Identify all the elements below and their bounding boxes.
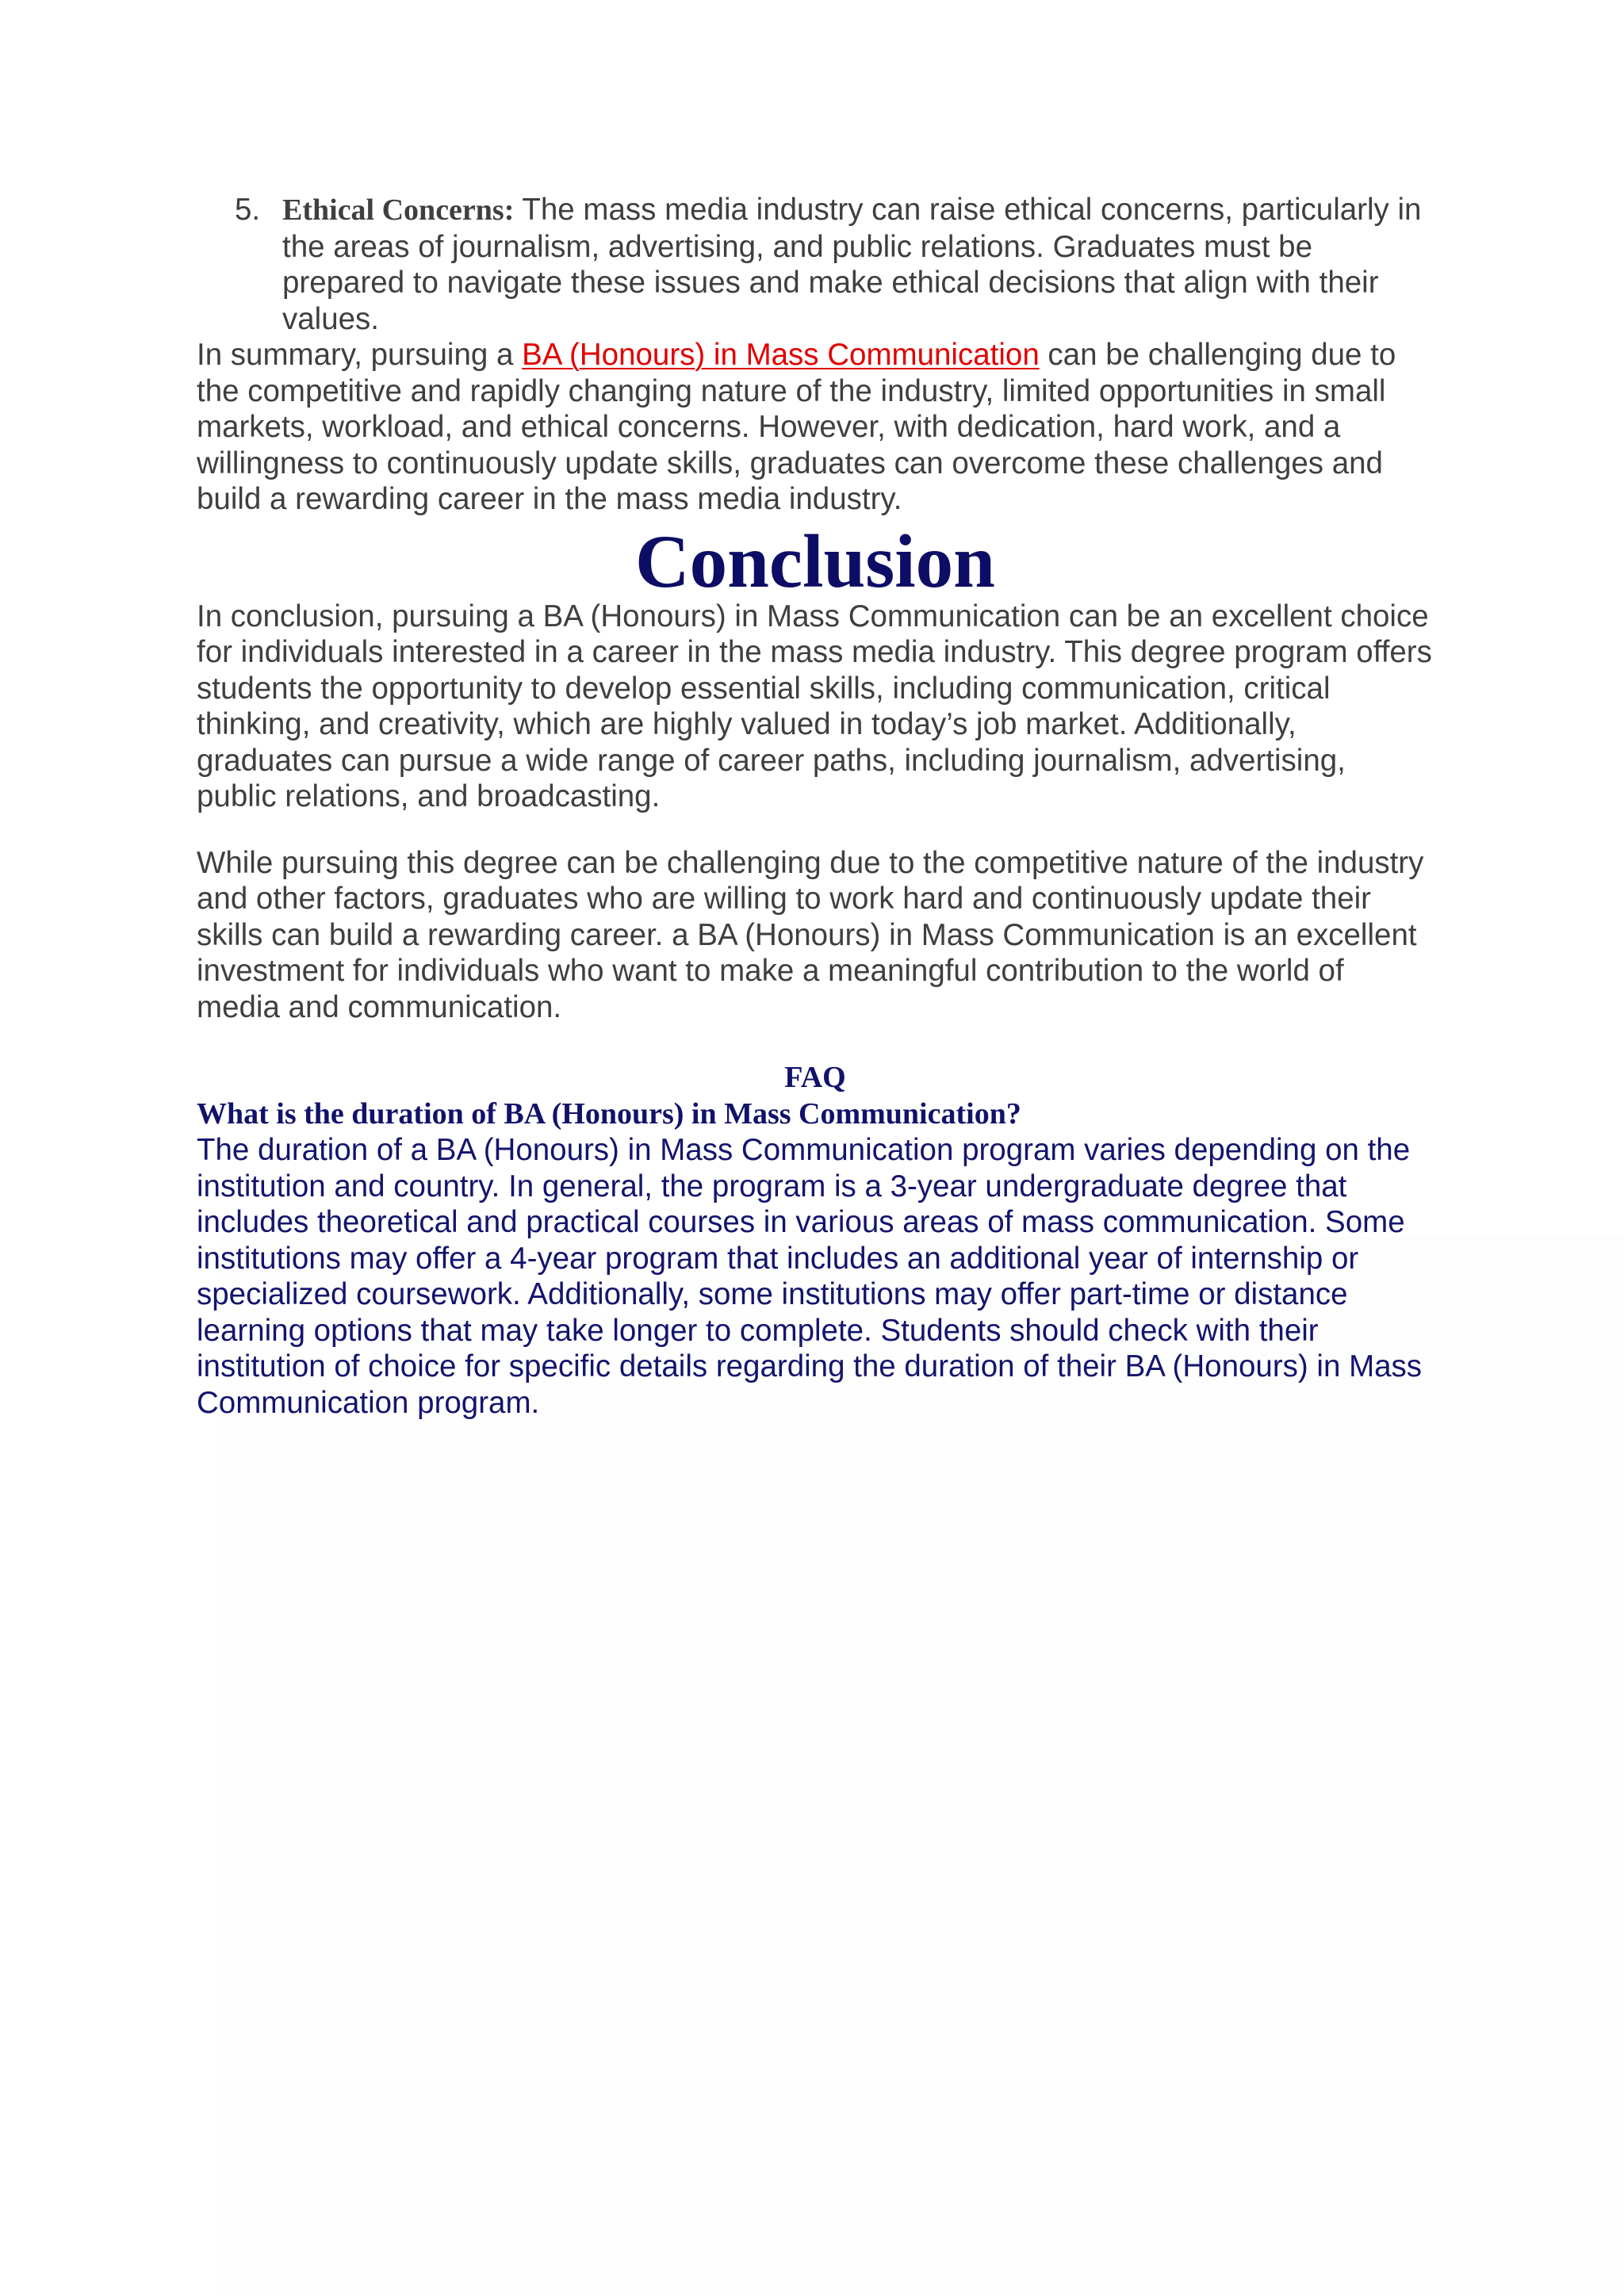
- faq-question: What is the duration of BA (Honours) in Mass Communication?: [197, 1096, 1021, 1131]
- conclusion-paragraph-2: While pursuing this degree can be challenging due to the competitive nature of the industry and other factors, graduates who are willing to work hard and continuously update their skills can build a rewarding career. a BA (Honours) in Mass Communication is an excellent investment for individuals who want to make a meaningful contribution to the world of media and communication.: [197, 845, 1424, 1024]
- faq-spacer: [197, 1025, 1434, 1060]
- summary-text-before-link: In summary, pursuing a: [197, 338, 523, 372]
- faq-heading: FAQ: [784, 1061, 846, 1094]
- summary-paragraph: [197, 337, 1434, 518]
- document-content: [197, 192, 1434, 1421]
- conclusion-paragraph-1: In conclusion, pursuing a BA (Honours) in Mass Communication can be an excellent choice for individuals interested in a career in the mass media industry. This degree program offers students the opportunity to develop essential skills, including communication, critical thinking, and creativity, which are highly valued in today’s job market. Additionally, graduates can pursue a wide range of career paths, including journalism, advertising, public relations, and broadcasting.: [197, 599, 1432, 813]
- list-number: 5.: [235, 193, 261, 227]
- paragraph-spacer: [197, 815, 1434, 845]
- list-item-ethical-concerns: [235, 192, 1434, 337]
- mass-communication-link[interactable]: BA (Honours) in Mass Communication: [522, 338, 1040, 372]
- list-term: Ethical Concerns:: [282, 193, 515, 227]
- list-item-body: [282, 192, 1434, 337]
- list-text: The mass media industry can raise ethical concerns, particularly in the areas of journalism, advertising, and public relations. Graduates must be prepared to navigate these issues and make ethical decisions that align with their values.: [282, 193, 1422, 336]
- conclusion-heading: Conclusion: [634, 519, 996, 603]
- faq-answer: The duration of a BA (Honours) in Mass Communication program varies depending on the institution and country. In general, the program is a 3-year undergraduate degree that includes theoretical and practical courses in various areas of mass communication. Some institutions may offer a 4-year program that includes an additional year of internship or specialized coursework. Additionally, some institutions may offer part-time or distance learning options that may take longer to complete. Students should check with their institution of choice for specific details regarding the duration of their BA (Honours) in Mass Communication program.: [197, 1133, 1423, 1420]
- summary-text-after-link: can be challenging due to the competitive and rapidly changing nature of the industry, limited opportunities in small markets, workload, and ethical concerns. However, with dedication, hard work, and a willingness to continuously update skills, graduates can overcome these challenges and build a rewarding career in the mass media industry.: [197, 338, 1396, 516]
